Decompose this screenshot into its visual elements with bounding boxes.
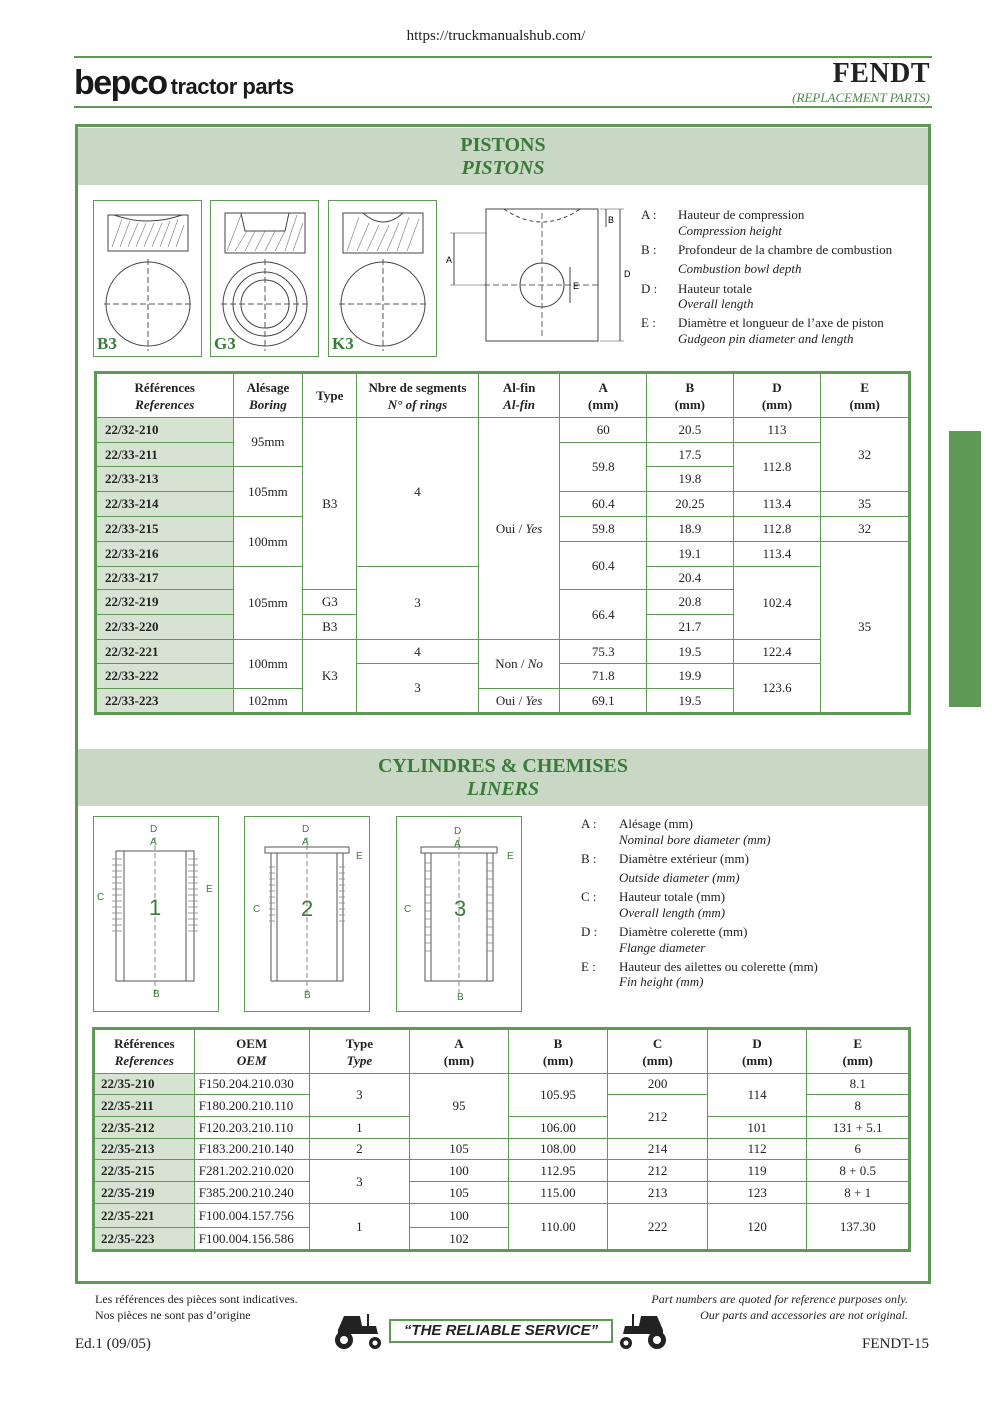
e-cell: 137.30 — [807, 1204, 910, 1251]
ref-cell: 22/35-215 — [94, 1160, 195, 1182]
boring-cell: 102mm — [233, 689, 303, 714]
b-cell: 20.4 — [647, 567, 734, 590]
boring-cell: 105mm — [233, 467, 303, 517]
ref-cell: 22/33-220 — [96, 615, 234, 640]
liners-legend — [581, 815, 921, 993]
d-cell: 114 — [707, 1074, 807, 1117]
oem-cell: F100.004.156.586 — [194, 1228, 309, 1251]
legend-key: B : — [641, 242, 657, 257]
c-cell: 212 — [608, 1095, 708, 1139]
liners-table — [92, 1027, 911, 1252]
alfin-cell: Oui / Yes — [478, 689, 560, 714]
e-cell: 8.1 — [807, 1074, 910, 1095]
e-cell: 131 + 5.1 — [807, 1117, 910, 1139]
legend-en: Nominal bore diameter (mm) — [619, 832, 771, 847]
legend-key: D : — [641, 281, 658, 296]
brand-title: FENDT — [832, 58, 930, 89]
b-cell: 105.95 — [508, 1074, 608, 1117]
liner3-letter-a: A — [454, 839, 461, 850]
side-tab — [949, 431, 981, 707]
e-cell: 32 — [821, 418, 910, 492]
oem-cell: F180.200.210.110 — [194, 1095, 309, 1117]
ref-cell: 22/33-217 — [96, 567, 234, 590]
table-row — [94, 1074, 910, 1095]
legend-key: E : — [641, 315, 656, 330]
d-cell: 112.8 — [733, 443, 821, 492]
type-cell: 3 — [309, 1160, 410, 1204]
c-cell: 213 — [608, 1182, 708, 1204]
liner-type-3-drawing-icon — [397, 817, 521, 1011]
pistons-heading — [78, 128, 928, 185]
a-cell: 59.8 — [560, 517, 647, 542]
edition: Ed.1 (09/05) — [75, 1336, 151, 1352]
footer-note-en: Part numbers are quoted for reference purposes only. Our parts and accessories are not original. — [651, 1292, 908, 1322]
col-type: Type Type — [309, 1029, 410, 1074]
liner-type-2-image — [244, 816, 370, 1012]
ref-cell: 22/35-221 — [94, 1204, 195, 1228]
pistons-table — [94, 371, 911, 715]
logo-sub: tractor parts — [170, 74, 294, 99]
b-cell: 110.00 — [508, 1204, 608, 1251]
col-boring: Alésage Boring — [233, 373, 303, 418]
col-d: D (mm) — [733, 373, 821, 418]
e-cell: 35 — [821, 542, 910, 714]
col-e: E (mm) — [807, 1029, 910, 1074]
b-cell: 112.95 — [508, 1160, 608, 1182]
type-cell: K3 — [303, 640, 357, 714]
b-cell: 20.25 — [647, 492, 734, 517]
liner1-letter-e: E — [206, 884, 213, 895]
a-cell: 60.4 — [560, 492, 647, 517]
b-cell: 19.8 — [647, 467, 734, 492]
pistons-title-fr: PISTONS — [460, 134, 546, 156]
liner3-letter-e: E — [507, 851, 514, 862]
col-a: A (mm) — [560, 373, 647, 418]
rings-cell: 4 — [357, 418, 479, 567]
liner1-letter-b: B — [153, 989, 160, 1000]
legend-en: Combustion bowl depth — [678, 261, 802, 276]
ref-cell: 22/35-213 — [94, 1139, 195, 1160]
a-cell: 59.8 — [560, 443, 647, 492]
d-cell: 113.4 — [733, 492, 821, 517]
c-cell: 200 — [608, 1074, 708, 1095]
type-cell: B3 — [303, 615, 357, 640]
d-cell: 102.4 — [733, 567, 821, 640]
oem-cell: F100.004.157.756 — [194, 1204, 309, 1228]
boring-cell: 95mm — [233, 418, 303, 467]
oem-cell: F385.200.210.240 — [194, 1182, 309, 1204]
d-cell: 122.4 — [733, 640, 821, 664]
legend-en: Fin height (mm) — [619, 974, 704, 989]
legend-key: C : — [581, 889, 597, 904]
ref-cell: 22/35-219 — [94, 1182, 195, 1204]
b-cell: 20.8 — [647, 590, 734, 615]
legend-en: Overall length — [678, 296, 754, 311]
liners-title-en: LINERS — [466, 778, 540, 800]
legend-key: E : — [581, 959, 596, 974]
piston-dimension-diagram-icon — [444, 203, 634, 345]
b-cell: 17.5 — [647, 443, 734, 467]
boring-cell: 100mm — [233, 640, 303, 689]
a-cell: 60 — [560, 418, 647, 443]
legend-fr: Hauteur de compression — [678, 207, 805, 222]
liner2-number: 2 — [301, 896, 314, 921]
tractor-left-icon — [330, 1308, 384, 1350]
e-cell: 8 + 0.5 — [807, 1160, 910, 1182]
piston-g3-drawing-icon — [211, 201, 318, 356]
ref-cell: 22/33-223 — [96, 689, 234, 714]
b-cell: 108.00 — [508, 1139, 608, 1160]
pistons-legend — [641, 206, 926, 346]
d-cell: 123 — [707, 1182, 807, 1204]
b-cell: 20.5 — [647, 418, 734, 443]
legend-fr: Alésage (mm) — [619, 816, 694, 831]
e-cell: 6 — [807, 1139, 910, 1160]
legend-key: A : — [641, 207, 657, 222]
liners-heading — [78, 749, 928, 806]
c-cell: 222 — [608, 1204, 708, 1251]
d-cell: 119 — [707, 1160, 807, 1182]
ref-cell: 22/33-222 — [96, 664, 234, 689]
diagram-letter-b: B — [608, 215, 615, 225]
a-cell: 95 — [410, 1074, 509, 1139]
legend-key: A : — [581, 816, 597, 831]
col-references: Références References — [94, 1029, 195, 1074]
ref-cell: 22/32-221 — [96, 640, 234, 664]
b-cell: 19.1 — [647, 542, 734, 567]
liner2-letter-b: B — [304, 990, 311, 1001]
legend-fr: Profondeur de la chambre de combustion — [678, 242, 893, 257]
e-cell: 8 — [807, 1095, 910, 1117]
legend-en: Outside diameter (mm) — [619, 870, 740, 885]
type-cell: 3 — [309, 1074, 410, 1117]
legend-en: Compression height — [678, 223, 782, 238]
a-cell: 69.1 — [560, 689, 647, 714]
brand-block — [792, 58, 930, 106]
diagram-letter-a: A — [446, 255, 453, 265]
col-rings: Nbre de segments N° of rings — [357, 373, 479, 418]
b-cell: 19.5 — [647, 689, 734, 714]
d-cell: 123.6 — [733, 664, 821, 714]
liner3-letter-c: C — [404, 904, 412, 915]
ref-cell: 22/32-219 — [96, 590, 234, 615]
liner-type-1-image — [93, 816, 219, 1012]
liner3-letter-d: D — [454, 826, 462, 837]
boring-cell: 100mm — [233, 517, 303, 567]
table-row — [96, 640, 910, 664]
ref-cell: 22/35-210 — [94, 1074, 195, 1095]
legend-en: Flange diameter — [619, 940, 706, 955]
liner1-letter-d: D — [150, 824, 158, 835]
a-cell: 100 — [410, 1204, 509, 1228]
liner2-letter-d: D — [302, 824, 310, 835]
e-cell: 32 — [821, 517, 910, 542]
d-cell: 112 — [707, 1139, 807, 1160]
d-cell: 101 — [707, 1117, 807, 1139]
liner1-letter-a: A — [150, 837, 157, 848]
legend-fr: Diamètre et longueur de l’axe de piston — [678, 315, 884, 330]
header-rule — [74, 106, 932, 108]
brand-subtitle: (REPLACEMENT PARTS) — [792, 90, 930, 105]
legend-fr: Hauteur des ailettes ou colerette (mm) — [619, 959, 818, 974]
b-cell: 21.7 — [647, 615, 734, 640]
b-cell: 18.9 — [647, 517, 734, 542]
ref-cell: 22/33-215 — [96, 517, 234, 542]
table-row — [94, 1204, 910, 1228]
table-row — [94, 1139, 910, 1160]
a-cell: 105 — [410, 1139, 509, 1160]
ref-cell: 22/32-210 — [96, 418, 234, 443]
legend-en: Overall length (mm) — [619, 905, 726, 920]
liners-title-fr: CYLINDRES & CHEMISES — [377, 755, 629, 777]
col-alfin: Al-fin Al-fin — [478, 373, 560, 418]
top-rule — [74, 56, 932, 58]
ref-cell: 22/33-213 — [96, 467, 234, 492]
col-type: Type — [303, 373, 357, 418]
tractor-right-icon — [617, 1308, 671, 1350]
logo-main: bepco — [74, 64, 167, 102]
a-cell: 75.3 — [560, 640, 647, 664]
ref-cell: 22/35-223 — [94, 1228, 195, 1251]
ref-cell: 22/33-211 — [96, 443, 234, 467]
type-cell: G3 — [303, 590, 357, 615]
type-cell: 2 — [309, 1139, 410, 1160]
a-cell: 60.4 — [560, 542, 647, 590]
c-cell: 214 — [608, 1139, 708, 1160]
legend-fr: Hauteur totale (mm) — [619, 889, 726, 904]
liner2-letter-e: E — [356, 851, 363, 862]
piston-g3-label: G3 — [214, 334, 236, 353]
e-cell: 8 + 1 — [807, 1182, 910, 1204]
alfin-cell: Oui / Yes — [478, 418, 560, 640]
liner2-letter-c: C — [253, 904, 261, 915]
oem-cell: F120.203.210.110 — [194, 1117, 309, 1139]
oem-cell: F183.200.210.140 — [194, 1139, 309, 1160]
legend-key: B : — [581, 851, 597, 866]
ref-cell: 22/33-214 — [96, 492, 234, 517]
col-d: D (mm) — [707, 1029, 807, 1074]
a-cell: 100 — [410, 1160, 509, 1182]
c-cell: 212 — [608, 1160, 708, 1182]
legend-fr: Diamètre colerette (mm) — [619, 924, 748, 939]
table-row — [94, 1160, 910, 1182]
piston-b3-label: B3 — [97, 334, 117, 353]
d-cell: 113 — [733, 418, 821, 443]
col-references: Références References — [96, 373, 234, 418]
type-cell: 1 — [309, 1117, 410, 1139]
col-a: A (mm) — [410, 1029, 509, 1074]
pistons-title-en: PISTONS — [461, 157, 545, 179]
b-cell: 106.00 — [508, 1117, 608, 1139]
liner-type-2-drawing-icon — [245, 817, 369, 1011]
liner1-letter-c: C — [97, 892, 105, 903]
d-cell: 113.4 — [733, 542, 821, 567]
col-b: B (mm) — [647, 373, 734, 418]
type-cell: 1 — [309, 1204, 410, 1251]
liner-type-3-image — [396, 816, 522, 1012]
liner1-number: 1 — [149, 895, 162, 920]
table-row — [94, 1182, 910, 1204]
d-cell: 112.8 — [733, 517, 821, 542]
rings-cell: 3 — [357, 567, 479, 640]
pistons-header-row — [96, 373, 910, 418]
diagram-letter-e: E — [573, 281, 580, 291]
liners-header-row — [94, 1029, 910, 1074]
a-cell: 105 — [410, 1182, 509, 1204]
footer-note-fr: Les références des pièces sont indicatives. Nos pièces ne sont pas d’origine — [95, 1292, 298, 1322]
legend-fr: Hauteur totale — [678, 281, 752, 296]
col-c: C (mm) — [608, 1029, 708, 1074]
rings-cell: 3 — [357, 664, 479, 714]
liner2-letter-a: A — [302, 837, 309, 848]
d-cell: 120 — [707, 1204, 807, 1251]
ref-cell: 22/35-211 — [94, 1095, 195, 1117]
liner-type-1-drawing-icon — [94, 817, 218, 1011]
a-cell: 66.4 — [560, 590, 647, 640]
page-number: FENDT-15 — [862, 1336, 929, 1352]
rings-cell: 4 — [357, 640, 479, 664]
a-cell: 102 — [410, 1228, 509, 1251]
a-cell: 71.8 — [560, 664, 647, 689]
legend-fr: Diamètre extérieur (mm) — [619, 851, 749, 866]
alfin-cell: Non / No — [478, 640, 560, 689]
table-row — [96, 418, 910, 443]
ref-cell: 22/33-216 — [96, 542, 234, 567]
diagram-letter-d: D — [624, 269, 631, 279]
ref-cell: 22/35-212 — [94, 1117, 195, 1139]
piston-k3-drawing-icon — [329, 201, 436, 356]
b-cell: 19.9 — [647, 664, 734, 689]
b-cell: 115.00 — [508, 1182, 608, 1204]
reliable-service-slogan: “THE RELIABLE SERVICE” — [389, 1319, 613, 1343]
piston-k3-label: K3 — [332, 334, 354, 353]
col-e: E (mm) — [821, 373, 910, 418]
liner3-number: 3 — [454, 896, 467, 921]
col-b: B (mm) — [508, 1029, 608, 1074]
oem-cell: F150.204.210.030 — [194, 1074, 309, 1095]
piston-b3-drawing-icon — [94, 201, 201, 356]
b-cell: 19.5 — [647, 640, 734, 664]
boring-cell: 105mm — [233, 567, 303, 640]
liner3-letter-b: B — [457, 992, 464, 1003]
legend-en: Gudgeon pin diameter and length — [678, 331, 854, 346]
type-cell: B3 — [303, 418, 357, 590]
col-oem: OEM OEM — [194, 1029, 309, 1074]
oem-cell: F281.202.210.020 — [194, 1160, 309, 1182]
e-cell: 35 — [821, 492, 910, 517]
source-url[interactable]: https://truckmanualshub.com/ — [406, 28, 586, 44]
bepco-logo — [74, 64, 294, 103]
legend-key: D : — [581, 924, 598, 939]
